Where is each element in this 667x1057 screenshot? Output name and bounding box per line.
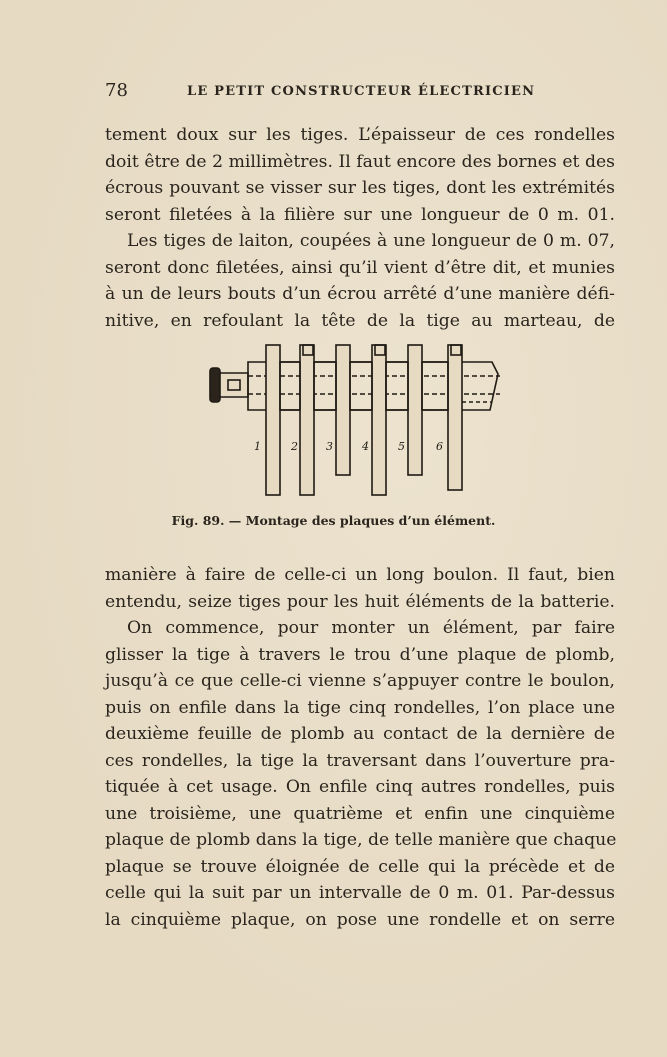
text-line: celle qui la suit par un intervalle de 0 m. 01. Par-dessus xyxy=(105,883,615,903)
text-line: plaque se trouve éloignée de celle qui la précède et de xyxy=(105,856,615,877)
page-number: 78 xyxy=(105,80,128,101)
figure-caption: Fig. 89. — Montage des plaques d’un élément. xyxy=(171,513,496,528)
plate-label: 5 xyxy=(398,440,405,453)
text-line: Les tiges de laiton, coupées à une longueur de 0 m. 07, xyxy=(127,231,615,251)
text-line: tiquée à cet usage. On enfile cinq autres rondelles, puis xyxy=(105,777,615,797)
text-line: glisser la tige à travers le trou d’une plaque de plomb, xyxy=(105,644,615,665)
text-line: jusqu’à ce que celle-ci vienne s’appuyer contre le boulon, xyxy=(105,671,615,691)
plate-label: 4 xyxy=(362,440,369,453)
rod-end xyxy=(220,373,248,397)
text-line: seront filetées à la filière sur une longueur de 0 m. 01. xyxy=(105,204,615,225)
paragraph-1 xyxy=(105,122,615,334)
text-line: la cinquième plaque, on pose une rondelle et on serre xyxy=(105,909,615,930)
text-line: doit être de 2 millimètres. Il faut encore des bornes et des xyxy=(105,151,615,172)
text-line: nitive, en refoulant la tête de la tige au marteau, de xyxy=(105,310,615,331)
text-line: ces rondelles, la tige la traversant dans l’ouverture pra- xyxy=(105,750,615,771)
plate xyxy=(300,345,314,495)
plate-label: 2 xyxy=(291,440,298,453)
knurled-nut xyxy=(210,368,220,402)
plate xyxy=(372,345,386,495)
text-line: entendu, seize tiges pour les huit éléments de la batterie. xyxy=(105,591,615,612)
text-line: seront donc filetées, ainsi qu’il vient d’être dit, et munies xyxy=(105,257,615,278)
plate-label: 3 xyxy=(326,440,333,453)
plate xyxy=(336,345,350,475)
text-line: puis on enfile dans la tige cinq rondelles, l’on place une xyxy=(105,697,615,718)
plate-assembly-figure xyxy=(200,340,505,505)
running-title: LE PETIT CONSTRUCTEUR ÉLECTRICIEN xyxy=(187,84,536,99)
text-line: une troisième, une quatrième et enfin une cinquième xyxy=(105,803,615,824)
text-line: manière à faire de celle-ci un long boulon. Il faut, bien xyxy=(105,565,615,585)
text-line: écrous pouvant se visser sur les tiges, dont les extrémités xyxy=(105,178,615,198)
paragraph-2 xyxy=(105,562,615,933)
text-line: à un de leurs bouts d’un écrou arrêté d’une manière défi- xyxy=(105,284,615,304)
text-line: deuxième feuille de plomb au contact de la dernière de xyxy=(105,724,615,744)
plate-label: 1 xyxy=(254,440,261,453)
plate xyxy=(448,345,462,490)
text-line: tement doux sur les tiges. L’épaisseur de ces rondelles xyxy=(105,125,615,145)
plate-label: 6 xyxy=(436,440,443,453)
plate xyxy=(266,345,280,495)
text-line: plaque de plomb dans la tige, de telle manière que chaque xyxy=(105,830,617,850)
page-header xyxy=(105,80,615,104)
plate xyxy=(408,345,422,475)
text-line: On commence, pour monter un élément, par faire xyxy=(127,618,615,638)
